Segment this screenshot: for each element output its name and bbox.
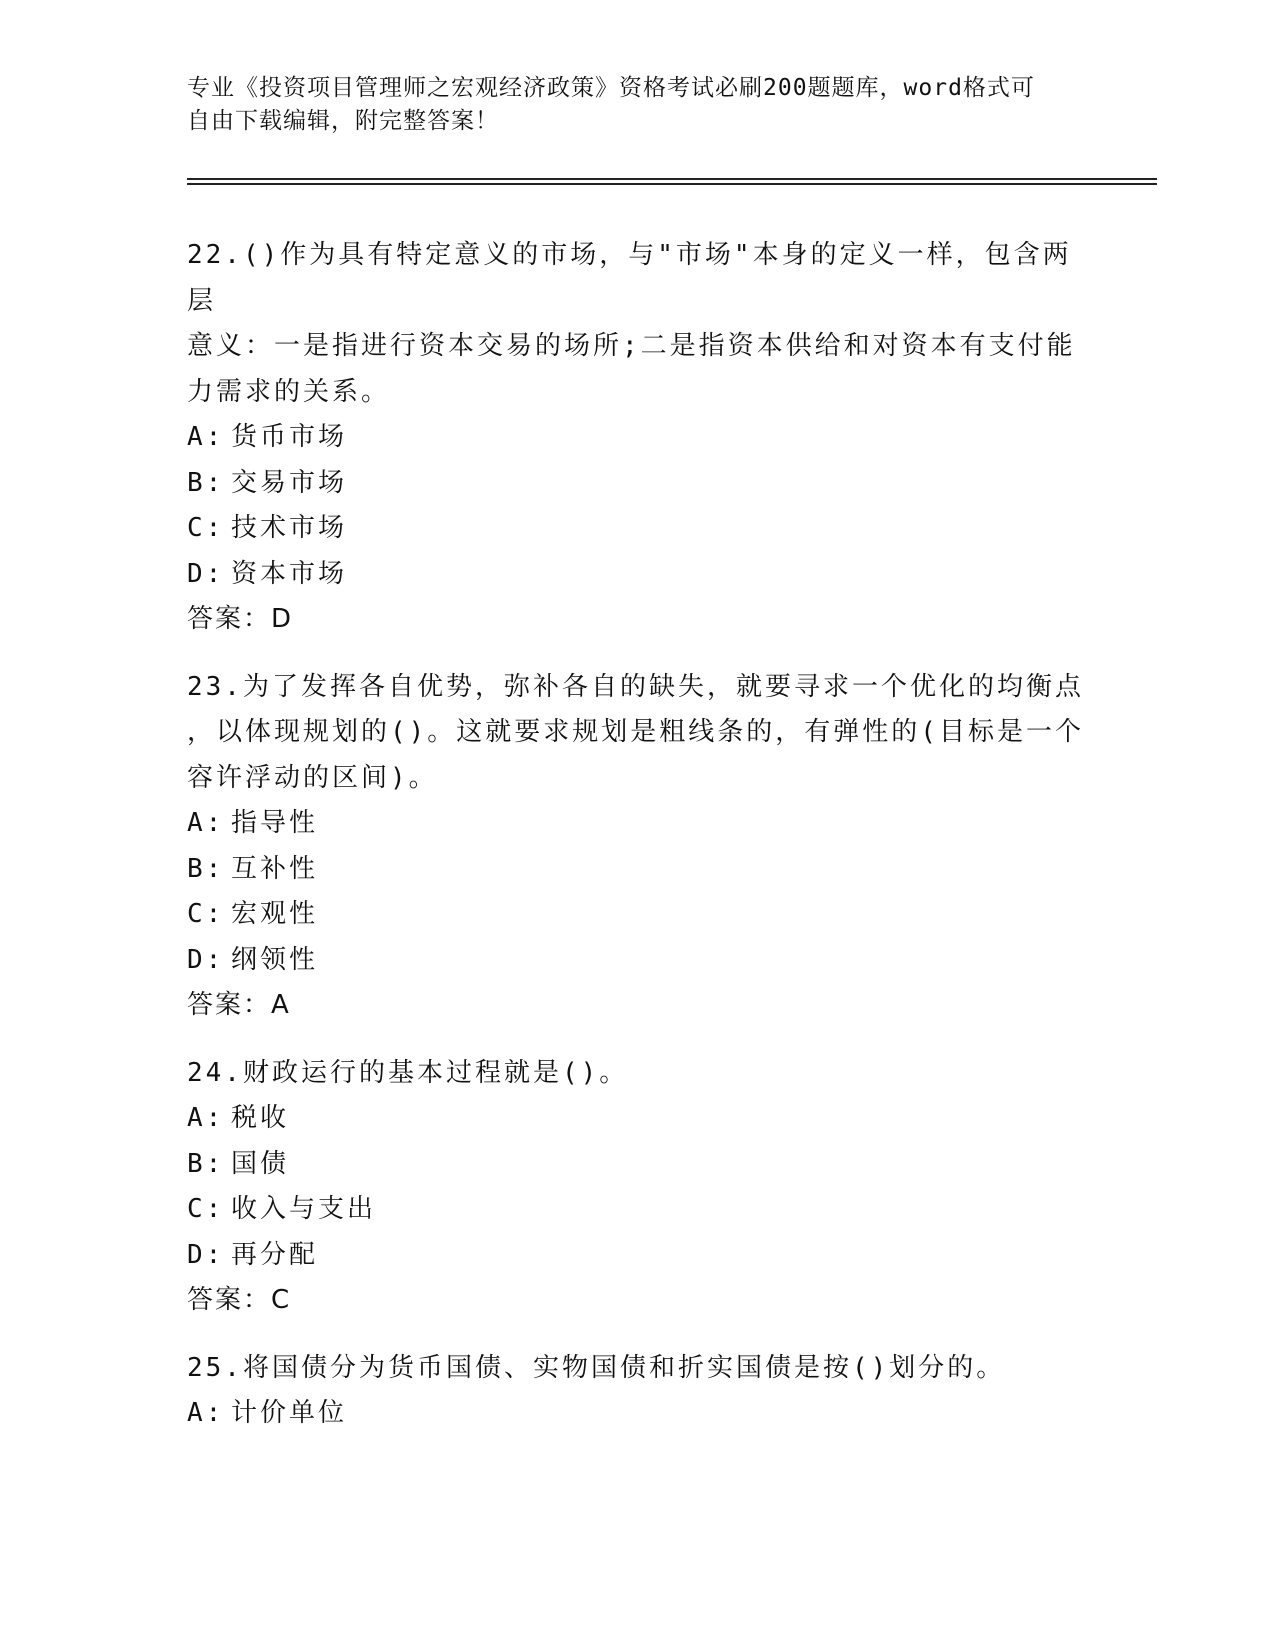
answer-line xyxy=(187,597,1087,643)
option-label: C: xyxy=(187,899,225,929)
answer-label: 答案： xyxy=(187,990,272,1020)
option-text: 资本市场 xyxy=(231,558,348,589)
option-d xyxy=(187,938,1087,984)
answer-label: 答案： xyxy=(187,604,272,634)
option-label: D: xyxy=(187,558,225,589)
option-d xyxy=(187,552,1087,598)
stem-line: 意义：一是指进行资本交易的场所;二是指资本供给和对资本有支付能 xyxy=(187,331,1076,361)
answer-value: A xyxy=(271,990,289,1020)
option-label: A: xyxy=(187,1103,225,1133)
option-b xyxy=(187,847,1087,893)
answer-value: C xyxy=(271,1285,290,1315)
stem-line: 力需求的关系。 xyxy=(187,376,391,407)
header-double-rule xyxy=(187,178,1157,185)
option-c xyxy=(187,506,1087,552)
option-text: 货币市场 xyxy=(231,422,348,452)
option-a xyxy=(187,1391,1087,1437)
option-label: D: xyxy=(187,944,225,975)
question-stem xyxy=(187,1346,1087,1392)
option-label: A: xyxy=(187,422,225,452)
answer-line xyxy=(187,983,1087,1029)
option-text: 技术市场 xyxy=(231,513,348,543)
option-text: 纲领性 xyxy=(231,944,319,975)
question-stem xyxy=(187,233,1087,415)
question-25 xyxy=(187,1346,1087,1437)
option-b xyxy=(187,1142,1087,1188)
option-label: A: xyxy=(187,808,225,838)
stem-line: 25.将国债分为货币国债、实物国债和折实国债是按()划分的。 xyxy=(187,1352,1006,1383)
option-label: B: xyxy=(187,1148,225,1179)
option-a xyxy=(187,1096,1087,1142)
stem-line: 容许浮动的区间)。 xyxy=(187,762,438,793)
stem-line: 23.为了发挥各自优势，弥补各自的缺失，就要寻求一个优化的均衡点 xyxy=(187,671,1084,702)
option-c xyxy=(187,892,1087,938)
question-22 xyxy=(187,233,1087,643)
option-a xyxy=(187,801,1087,847)
answer-value: D xyxy=(271,604,292,634)
stem-line: 22.()作为具有特定意义的市场，与"市场"本身的定义一样，包含两层 xyxy=(187,240,1072,316)
option-text: 收入与支出 xyxy=(231,1194,377,1224)
header-line-1: 专业《投资项目管理师之宏观经济政策》资格考试必刷200题题库，word格式可 xyxy=(187,75,1035,101)
stem-line: 24.财政运行的基本过程就是()。 xyxy=(187,1057,629,1088)
option-text: 国债 xyxy=(231,1148,290,1179)
document-header xyxy=(187,72,1087,138)
option-d xyxy=(187,1233,1087,1279)
question-list xyxy=(187,233,1087,1459)
option-label: C: xyxy=(187,513,225,543)
option-text: 税收 xyxy=(231,1103,290,1133)
question-24 xyxy=(187,1051,1087,1324)
option-label: D: xyxy=(187,1239,225,1270)
option-text: 指导性 xyxy=(231,808,319,838)
option-label: C: xyxy=(187,1194,225,1224)
option-text: 宏观性 xyxy=(231,899,319,929)
option-label: B: xyxy=(187,853,225,884)
question-stem xyxy=(187,1051,1087,1097)
answer-line xyxy=(187,1278,1087,1324)
question-stem xyxy=(187,665,1087,802)
stem-line: ，以体现规划的()。这就要求规划是粗线条的，有弹性的(目标是一个 xyxy=(187,717,1084,747)
option-c xyxy=(187,1187,1087,1233)
option-label: A: xyxy=(187,1398,225,1428)
option-text: 计价单位 xyxy=(231,1398,348,1428)
option-a xyxy=(187,415,1087,461)
option-text: 交易市场 xyxy=(231,467,348,498)
option-text: 互补性 xyxy=(231,853,319,884)
question-23 xyxy=(187,665,1087,1029)
header-line-2: 自由下载编辑，附完整答案！ xyxy=(187,108,499,134)
answer-label: 答案： xyxy=(187,1285,272,1315)
option-label: B: xyxy=(187,467,225,498)
option-b xyxy=(187,461,1087,507)
option-text: 再分配 xyxy=(231,1239,319,1270)
